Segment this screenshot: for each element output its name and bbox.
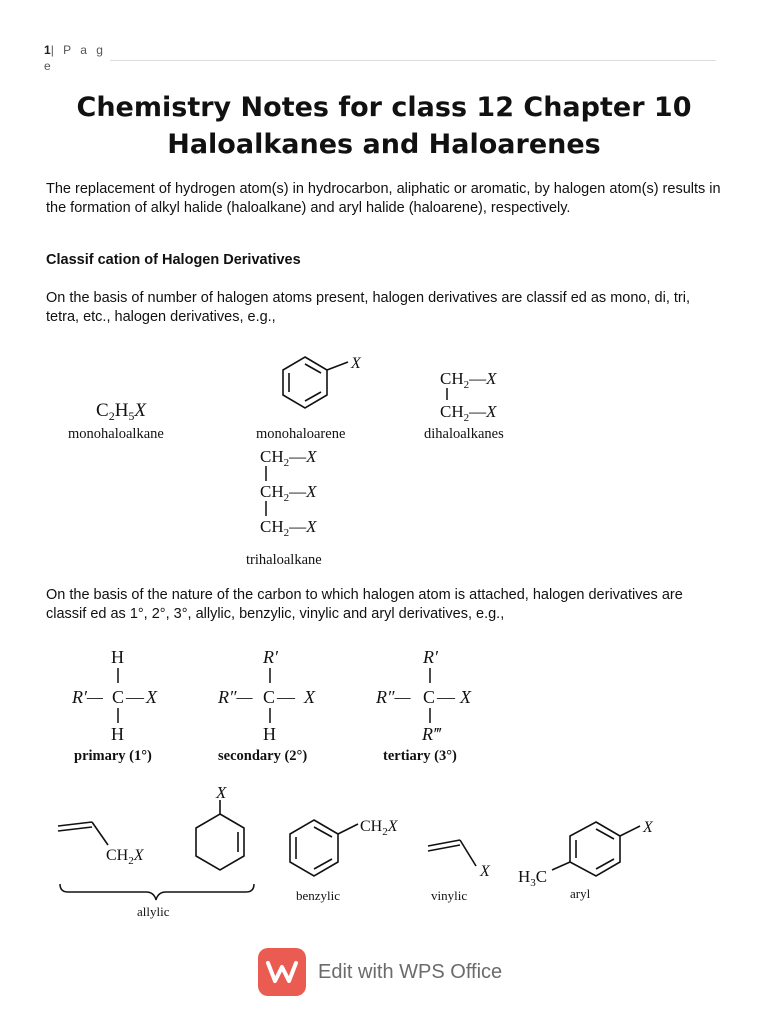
- allyl-ch2x: $CH_2X$: [106, 847, 144, 867]
- nature-basis-paragraph: On the basis of the nature of the carbon to which halogen atom is attached, halogen derivatives are classif ed as 1°, 2°, 3°, allylic, benzylic, vinylic and aryl derivatives, e.g.,: [46, 587, 683, 622]
- svg-text:—: —: [277, 687, 295, 707]
- secondary-carbon: C: [263, 687, 276, 707]
- cyclohexene-x: X: [216, 783, 227, 802]
- primary-bottom-h: H: [111, 724, 124, 744]
- secondary-top-r: R′: [263, 647, 278, 667]
- allylic-label: allylic: [137, 904, 170, 919]
- secondary-x: X: [304, 687, 315, 707]
- tertiary-label: tertiary (3°): [383, 748, 457, 764]
- benzylic-ch2x: $CH_2X$: [360, 818, 398, 838]
- primary-x: X: [146, 687, 157, 707]
- primary-label: primary (1°): [74, 748, 152, 764]
- svg-text:—: —: [437, 687, 455, 707]
- allylic-aryl-figure: [0, 780, 768, 930]
- trihalo-ch2x-1: $CH_2—X$: [260, 447, 317, 469]
- trihalo-ch2x-3: $CH_2—X$: [260, 517, 317, 539]
- wps-w-icon: [265, 959, 299, 985]
- benzylic-label: benzylic: [296, 888, 341, 903]
- benzene-ring-aryl: [552, 822, 640, 876]
- wps-edit-label[interactable]: Edit with WPS Office: [318, 960, 503, 983]
- monohaloalkane-label: monohaloalkane: [68, 426, 164, 442]
- allyl-chain: [58, 822, 108, 845]
- header-divider: [110, 60, 716, 61]
- benzene-ring-benzylic: [290, 820, 358, 876]
- mono-x-label: X: [351, 355, 361, 372]
- dihalo-ch2x-2: $CH_2—X$: [440, 402, 497, 424]
- secondary-label: secondary (2°): [218, 748, 308, 764]
- number-basis-paragraph: On the basis of number of halogen atoms present, halogen derivatives are classif ed as mono, di, tri, tetra, etc., halogen derivatives, e.g.,: [46, 290, 690, 325]
- vinylic-label: vinylic: [431, 888, 468, 903]
- svg-text:—: —: [126, 687, 144, 707]
- benzene-ring-1: [283, 357, 348, 408]
- tertiary-bottom-r: R‴: [422, 724, 441, 744]
- vinylic-x: X: [480, 863, 490, 880]
- dihaloalkanes-label: dihaloalkanes: [424, 426, 504, 442]
- section-heading: Classif cation of Halogen Derivatives: [46, 252, 301, 268]
- intro-paragraph: The replacement of hydrogen atom(s) in hydrocarbon, aliphatic or aromatic, by halogen atom(s) results in the formation of alkyl halide (haloalkane) and aryl halide (haloarene), respectively.: [46, 181, 721, 216]
- aryl-h3c: $H_3C$: [518, 867, 548, 889]
- c2h5x-formula: $C_2H_5X$: [96, 400, 147, 423]
- tertiary-r-group: R″—: [376, 687, 411, 707]
- page-title: [0, 89, 768, 163]
- primary-r-group: R′—: [72, 687, 103, 707]
- primary-carbon: C: [112, 687, 125, 707]
- cyclohexene-ring: [196, 800, 244, 870]
- carbon-degree-figure: [0, 640, 768, 770]
- wps-edit-banner[interactable]: [258, 948, 502, 996]
- page-number: 1| P a g e: [44, 43, 106, 73]
- aryl-label: aryl: [570, 886, 591, 901]
- tertiary-x: X: [460, 687, 471, 707]
- monohaloarene-label: monohaloarene: [256, 426, 346, 442]
- trihalo-ch2x-2: $CH_2—X$: [260, 482, 317, 504]
- page-header: [44, 42, 716, 74]
- vinyl-chain: [428, 840, 476, 866]
- title-line-2: Haloalkanes and Haloarenes: [167, 129, 601, 160]
- allylic-brace: [60, 884, 254, 900]
- tertiary-top-r: R′: [423, 647, 438, 667]
- title-line-1: Chemistry Notes for class 12 Chapter 10: [76, 92, 692, 123]
- primary-top-h: H: [111, 647, 124, 667]
- secondary-r-group: R″—: [218, 687, 253, 707]
- secondary-bottom-h: H: [263, 724, 276, 744]
- tertiary-carbon: C: [423, 687, 436, 707]
- wps-logo-icon[interactable]: [258, 948, 306, 996]
- halogen-count-figure: [0, 340, 768, 575]
- aryl-x: X: [643, 819, 653, 836]
- trihaloalkane-label: trihaloalkane: [246, 552, 322, 568]
- dihalo-ch2x-1: $CH_2—X$: [440, 369, 497, 391]
